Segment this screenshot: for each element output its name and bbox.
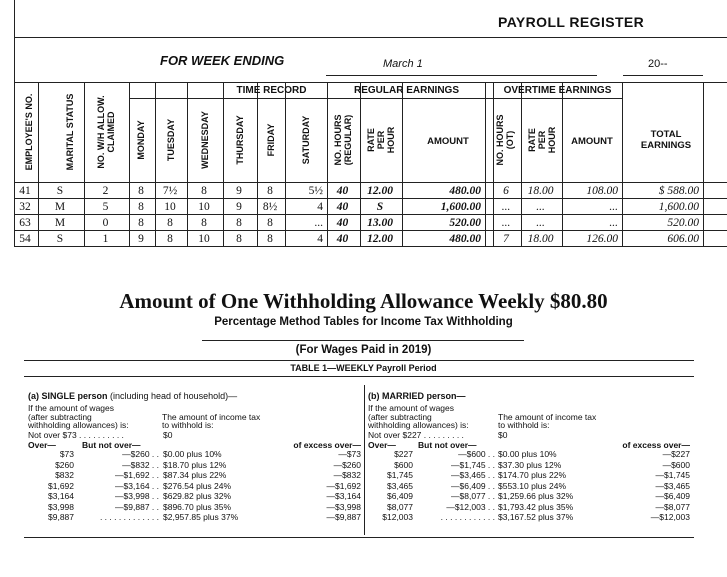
cell-sat: 4 [317,201,323,213]
col-marital-status: MARITAL STATUS [65,93,75,171]
single-heading-bold: (a) SINGLE person [28,391,108,401]
cell-ot-amount: 126.00 [586,233,618,245]
single-heading [28,391,237,401]
cell-reg-hours: 40 [336,233,349,245]
register-rule [14,230,727,231]
married-row-over: $1,745 [387,470,413,480]
married-but-not-over-label: But not over— [418,440,477,450]
single-if-amount-line: If the amount of wages [28,403,114,413]
cell-sat: 5½ [308,185,323,197]
cell-wed: 10 [198,233,210,245]
cell-wed: 10 [198,201,210,213]
married-row-not-over: —$3,465 . . [451,470,495,480]
cell-allow: 0 [102,217,109,229]
col-friday: FRIDAY [266,123,276,157]
wages-rule [202,340,524,341]
married-income-tax-line: The amount of income tax [498,411,597,422]
cell-ot-hours: ... [501,217,511,229]
register-rule [14,182,727,183]
col-thursday: THURSDAY [235,115,245,165]
single-row-over: $73 [59,449,74,459]
single-row-not-over: —$832 . . [122,459,159,470]
married-row-excess: —$3,465 [655,480,690,491]
married-row-not-over: —$12,003 . . [446,501,495,512]
single-if-amount-line: withholding allowances) is: [28,420,129,430]
cell-reg-hours: 40 [336,217,349,229]
col-total-earnings: TOTAL EARNINGS [640,129,692,151]
cell-reg-amount: 1,600.00 [440,201,481,213]
married-heading-bold: (b) MARRIED person— [368,391,466,401]
married-row-tax: $1,259.66 plus 32% [498,491,574,501]
cell-ot-amount: 108.00 [586,185,618,197]
single-row-not-over: —$3,164 . . [115,480,159,491]
married-over-label: Over— [368,440,396,450]
married-row-not-over: . . . . . . . . . . . . [440,512,495,522]
cell-fri: 8 [267,233,273,245]
cell-reg-hours: 40 [336,201,349,213]
married-row-over: $12,003 [382,512,413,522]
withholding-title: Amount of One Withholding Allowance Weekly $80.80 [119,289,608,313]
col-tuesday: TUESDAY [166,118,176,162]
register-rule [14,82,727,83]
married-if-amount-line: If the amount of wages [368,403,454,413]
married-row-tax: $553.10 plus 24% [498,480,567,491]
register-rule [155,82,156,247]
married-row-excess: —$6,409 [655,491,690,501]
single-row-over: $260 [55,459,74,470]
married-row-tax: $37.30 plus 12% [498,459,562,470]
register-rule [360,82,361,247]
register-rule [223,82,224,247]
single-not-over-value: $0 [163,430,173,440]
cell-ot-rate: ... [536,217,545,229]
register-rule [623,75,703,76]
table-label: TABLE 1—WEEKLY Payroll Period [290,363,437,373]
register-rule [493,82,494,247]
married-row-excess: —$600 [662,459,690,470]
cell-ot-hours: ... [501,201,511,213]
cell-allow: 1 [102,233,109,245]
married-row-not-over: —$6,409 . . [451,480,495,491]
table-rule [24,537,694,538]
register-rule [327,82,328,247]
single-not-over-label: Not over $73 . . . . . . . . . . [28,430,124,440]
col-allowances: NO. W/H ALLOW. CLAIMED [96,95,116,169]
cell-ot-hours: 6 [503,185,509,197]
cell-thu: 9 [236,201,242,213]
cell-ms: S [56,233,64,245]
cell-ot-rate: 18.00 [527,185,554,197]
cell-mon: 8 [138,201,144,213]
cell-sat: ... [314,217,323,229]
married-row-excess: —$8,077 [655,501,690,512]
married-not-over-value: $0 [498,430,508,440]
married-row-not-over: —$600 . . [458,449,495,459]
cell-emp: 54 [19,233,31,245]
cell-reg-amount: 480.00 [449,185,481,197]
register-rule [129,98,622,99]
married-row-tax: $3,167.52 plus 37% [498,512,574,522]
married-row-over: $600 [394,459,413,470]
table-divider [364,385,365,535]
married-row-over: $6,409 [387,491,413,501]
married-row-not-over: —$1,745 . . [451,459,495,470]
register-rule [187,82,188,247]
col-ot-hours: NO. HOURS (OT) [495,114,515,166]
single-row-tax: $2,957.85 plus 37% [163,512,239,522]
overtime-earnings-header: OVERTIME EARNINGS [503,85,612,96]
regular-earnings-header: REGULAR EARNINGS [353,85,459,96]
married-row-over: $227 [394,449,413,459]
payroll-register [0,0,727,250]
col-wednesday: WEDNESDAY [200,111,210,169]
register-rule [622,82,623,247]
withholding-subtitle: Percentage Method Tables for Income Tax Withholding [214,316,513,328]
single-income-tax-line: to withhold is: [162,420,214,430]
col-ot-rate: RATE PER HOUR [527,126,557,154]
cell-allow: 2 [102,185,109,197]
wages-paid-label: (For Wages Paid in 2019) [295,344,432,356]
married-row-not-over: —$8,077 . . [451,491,495,501]
col-reg-hours: NO. HOURS (REGULAR) [333,114,353,166]
single-row-tax: $0.00 plus 10% [163,449,222,459]
cell-reg-rate: 12.00 [367,233,393,245]
register-rule [14,0,15,247]
cell-allow: 5 [102,201,109,213]
cell-reg-rate: 13.00 [367,217,393,229]
time-record-header: TIME RECORD [236,85,307,96]
cell-wed: 8 [201,217,207,229]
register-rule [14,198,727,199]
cell-thu: 8 [236,233,242,245]
married-row-tax: $1,793.42 plus 35% [498,501,574,512]
single-row-over: $1,692 [48,480,74,491]
single-row-excess: —$73 [338,449,361,459]
single-row-not-over: . . . . . . . . . . . . . [99,512,159,522]
single-row-tax: $896.70 plus 35% [163,501,232,512]
cell-total: 520.00 [667,217,699,229]
col-reg-rate: RATE PER HOUR [366,126,396,154]
married-row-tax: $174.70 plus 22% [498,470,567,480]
married-row-over: $8,077 [387,501,413,512]
cell-ot-hours: 7 [503,233,509,245]
cell-reg-rate: S [376,201,384,213]
cell-reg-amount: 480.00 [449,233,481,245]
cell-tue: 7½ [162,185,178,197]
cell-ms: M [54,201,66,213]
single-row-not-over: —$9,887 . . [115,501,159,512]
table-rule [24,376,694,377]
single-row-not-over: —$3,998 . . [115,491,159,501]
cell-fri: 8½ [262,201,278,213]
cell-fri: 8 [267,217,273,229]
single-row-excess: —$832 [333,470,361,480]
single-row-over: $832 [55,470,74,480]
single-over-label: Over— [28,440,56,450]
single-excess-label: of excess over— [293,440,361,450]
register-rule [14,246,727,247]
single-heading-rest: (including head of household)— [107,391,238,401]
cell-reg-rate: 12.00 [367,185,393,197]
cell-tue: 8 [167,233,173,245]
register-rule [285,82,286,247]
register-rule [326,75,597,76]
register-rule [485,82,486,247]
register-rule [14,214,727,215]
single-row-excess: —$1,692 [326,480,361,491]
register-rule [562,82,563,247]
cell-ot-rate: 18.00 [527,233,554,245]
single-row-over: $3,998 [48,501,74,512]
cell-ms: M [54,217,66,229]
single-row-excess: —$260 [333,459,361,470]
single-row-tax: $276.54 plus 24% [163,480,232,491]
married-heading [368,391,466,401]
single-row-over: $3,164 [48,491,74,501]
single-income-tax-line: The amount of income tax [162,411,261,422]
single-row-tax: $18.70 plus 12% [163,459,227,470]
cell-sat: 4 [317,233,323,245]
cell-wed: 8 [201,185,207,197]
married-if-amount-line: withholding allowances) is: [368,420,469,430]
cell-total: $ 588.00 [658,185,699,197]
col-reg-amount: AMOUNT [427,136,469,147]
married-row-excess: —$12,003 [650,512,690,522]
married-row-excess: —$1,745 [655,470,690,480]
cell-ot-rate: ... [536,201,545,213]
cell-fri: 8 [267,185,273,197]
single-row-tax: $87.34 plus 22% [163,470,227,480]
married-row-over: $3,465 [387,480,413,491]
single-row-not-over: —$260 . . [122,449,159,459]
single-row-tax: $629.82 plus 32% [163,491,232,501]
col-saturday: SATURDAY [301,115,311,165]
married-income-tax-line: to withhold is: [498,420,550,430]
wages-rule [24,360,694,361]
cell-emp: 63 [19,217,31,229]
register-rule [84,82,85,247]
cell-reg-amount: 520.00 [449,217,481,229]
single-but-not-over-label: But not over— [82,440,141,450]
cell-total: 606.00 [667,233,699,245]
cell-ms: S [56,185,64,197]
single-row-excess: —$3,998 [326,501,361,512]
single-row-excess: —$9,887 [326,512,361,522]
single-row-not-over: —$1,692 . . [115,470,159,480]
cell-ot-amount: ... [609,217,618,229]
col-ot-amount: AMOUNT [571,136,613,147]
married-excess-label: of excess over— [622,440,690,450]
single-if-amount-line: (after subtracting [28,411,92,422]
register-rule [14,37,727,38]
single-row-excess: —$3,164 [326,491,361,501]
register-rule [521,82,522,247]
register-rule [703,82,704,247]
cell-tue: 8 [167,217,173,229]
col-employee-no: EMPLOYEE'S NO. [24,93,34,171]
register-title: PAYROLL REGISTER [498,14,645,30]
married-if-amount-line: (after subtracting [368,411,432,422]
week-year: 20-- [648,58,668,70]
married-row-excess: —$227 [662,449,690,459]
cell-mon: 8 [138,185,144,197]
married-not-over-label: Not over $227 . . . . . . . . . [368,430,464,440]
cell-tue: 10 [164,201,176,213]
married-row-tax: $0.00 plus 10% [498,449,557,459]
cell-thu: 8 [236,217,242,229]
week-date: March 1 [383,58,423,70]
register-rule [402,82,403,247]
single-row-over: $9,887 [48,512,74,522]
cell-thu: 9 [236,185,242,197]
cell-emp: 32 [19,201,31,213]
cell-reg-hours: 40 [336,185,349,197]
cell-mon: 9 [138,233,144,245]
col-monday: MONDAY [136,120,146,160]
cell-emp: 41 [19,185,31,197]
register-rule [257,82,258,247]
week-ending-label: FOR WEEK ENDING [160,53,285,68]
cell-mon: 8 [138,217,144,229]
register-rule [38,82,39,247]
cell-total: 1,600.00 [658,201,699,213]
register-rule [129,82,130,247]
cell-ot-amount: ... [609,201,618,213]
